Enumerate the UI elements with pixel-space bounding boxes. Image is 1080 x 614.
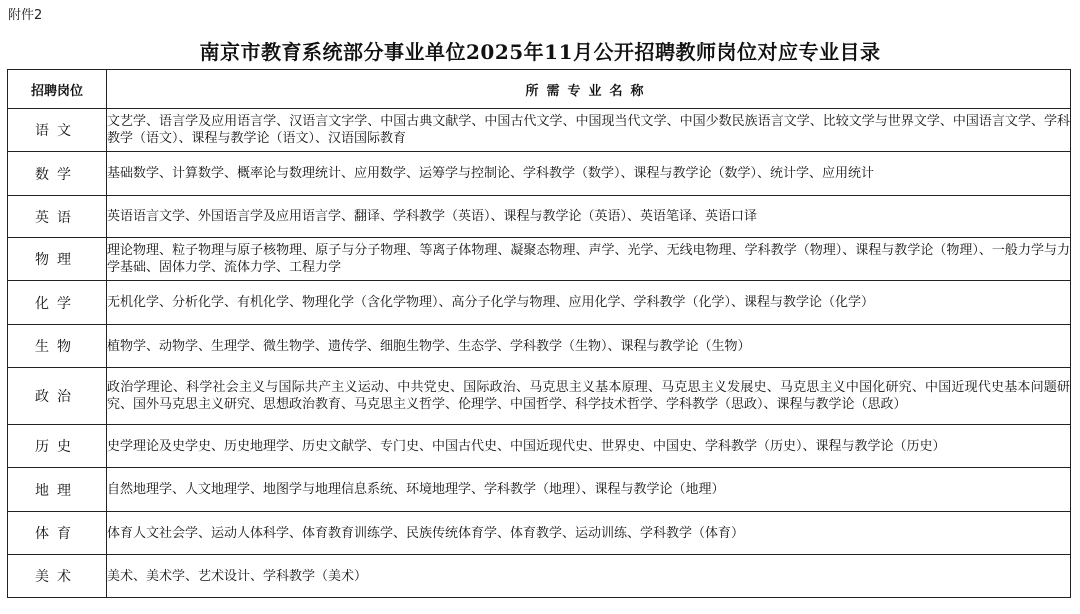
row-post: 化学 (8, 281, 107, 325)
table-row (8, 196, 1071, 238)
table-row (8, 468, 1071, 512)
table-row (8, 555, 1071, 598)
row-majors: 英语语言文学、外国语言学及应用语言学、翻译、学科教学（英语）、课程与教学论（英语）、英语笔译、英语口译 (107, 196, 1071, 238)
row-majors: 史学理论及史学史、历史地理学、历史文献学、专门史、中国古代史、中国近现代史、世界史、中国史、学科教学（历史）、课程与教学论（历史） (107, 425, 1071, 468)
row-majors: 理论物理、粒子物理与原子核物理、原子与分子物理、等离子体物理、凝聚态物理、声学、光学、无线电物理、学科教学（物理）、课程与教学论（物理）、一般力学与力学基础、固体力学、流体力学、工程力学 (107, 238, 1071, 281)
header-post: 招聘岗位 (8, 70, 107, 109)
row-post: 英语 (8, 196, 107, 238)
table-header-row (8, 70, 1071, 109)
attachment-label: 附件2 (8, 8, 43, 23)
row-post: 物理 (8, 238, 107, 281)
majors-table (7, 69, 1071, 598)
row-post: 数学 (8, 152, 107, 196)
table-row (8, 152, 1071, 196)
table-row (8, 368, 1071, 425)
row-majors: 文艺学、语言学及应用语言学、汉语言文字学、中国古典文献学、中国古代文学、中国现当代文学、中国少数民族语言文学、比较文学与世界文学、中国语言文学、学科教学（语文）、课程与教学论（语文）、汉语国际教育 (107, 109, 1071, 152)
row-post: 体育 (8, 512, 107, 555)
row-majors: 美术、美术学、艺术设计、学科教学（美术） (107, 555, 1071, 598)
row-post: 地理 (8, 468, 107, 512)
table-row (8, 325, 1071, 368)
table-row (8, 109, 1071, 152)
row-post: 历史 (8, 425, 107, 468)
row-majors: 自然地理学、人文地理学、地图学与地理信息系统、环境地理学、学科教学（地理）、课程与教学论（地理） (107, 468, 1071, 512)
row-majors: 植物学、动物学、生理学、微生物学、遗传学、细胞生物学、生态学、学科教学（生物）、课程与教学论（生物） (107, 325, 1071, 368)
header-majors: 所需专业名称 (107, 70, 1071, 109)
table-row (8, 281, 1071, 325)
row-majors: 体育人文社会学、运动人体科学、体育教育训练学、民族传统体育学、体育教学、运动训练、学科教学（体育） (107, 512, 1071, 555)
table-row (8, 238, 1071, 281)
row-majors: 无机化学、分析化学、有机化学、物理化学（含化学物理）、高分子化学与物理、应用化学、学科教学（化学）、课程与教学论（化学） (107, 281, 1071, 325)
table-row (8, 512, 1071, 555)
row-post: 生物 (8, 325, 107, 368)
table-row (8, 425, 1071, 468)
row-post: 政治 (8, 368, 107, 425)
row-majors: 基础数学、计算数学、概率论与数理统计、应用数学、运筹学与控制论、学科教学（数学）、课程与教学论（数学）、统计学、应用统计 (107, 152, 1071, 196)
row-majors: 政治学理论、科学社会主义与国际共产主义运动、中共党史、国际政治、马克思主义基本原理、马克思主义发展史、马克思主义中国化研究、中国近现代史基本问题研究、国外马克思主义研究、思想政治教育、马克思主义哲学、伦理学、中国哲学、科学技术哲学、学科教学（思政）、课程与教学论（思政） (107, 368, 1071, 425)
row-post: 美术 (8, 555, 107, 598)
page-title: 南京市教育系统部分事业单位2025年11月公开招聘教师岗位对应专业目录 (199, 40, 881, 64)
row-post: 语文 (8, 109, 107, 152)
